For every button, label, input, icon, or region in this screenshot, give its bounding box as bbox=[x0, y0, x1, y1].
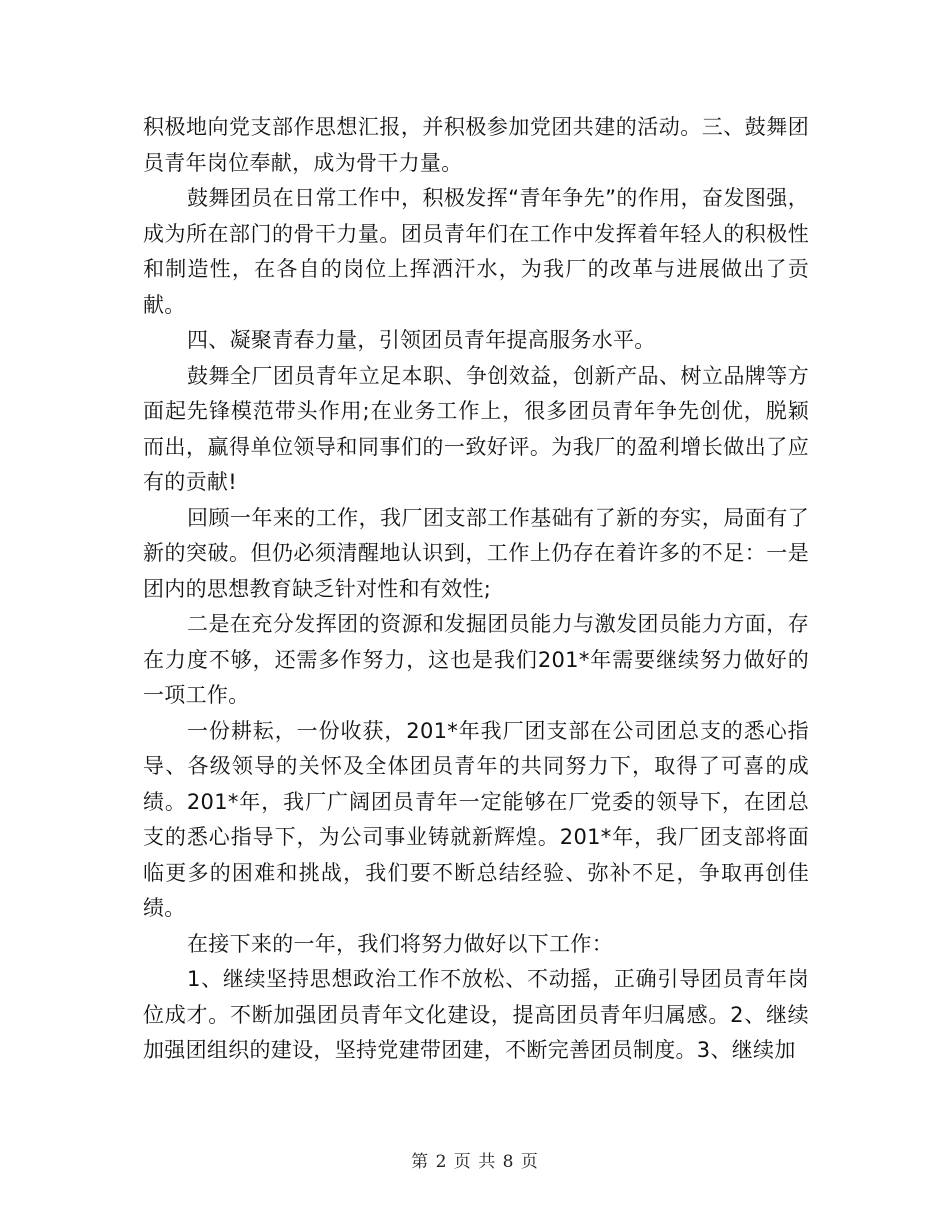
document-body bbox=[143, 110, 809, 1069]
page-number-footer: 第 2 页 共 8 页 bbox=[411, 1152, 539, 1172]
paragraph-2: 鼓舞团员在日常工作中，积极发挥“青年争先”的作用，奋发图强，成为所在部门的骨干力量。团员青年们在工作中发挥着年轻人的积极性和制造性，在各自的岗位上挥洒汗水，为我厂的改革与进展做出了贡献。 bbox=[143, 186, 809, 317]
paragraph-6: 二是在充分发挥团的资源和发掘团员能力与激发团员能力方面，存在力度不够，还需多作努力，这也是我们201*年需要继续努力做好的一项工作。 bbox=[143, 612, 809, 707]
paragraph-7: 一份耕耘，一份收获，201*年我厂团支部在公司团总支的悉心指导、各级领导的关怀及全体团员青年的共同努力下，取得了可喜的成绩。201*年，我厂广阔团员青年一定能够在厂党委的领导下，在团总支的悉心指导下，为公司事业铸就新辉煌。201*年，我厂团支部将面临更多的困难和挑战，我们要不断总结经验、弥补不足，争取再创佳绩。 bbox=[143, 718, 809, 920]
paragraph-3-heading: 四、凝聚青春力量，引领团员青年提高服务水平。 bbox=[187, 328, 656, 352]
paragraph-9: 1、继续坚持思想政治工作不放松、不动摇，正确引导团员青年岗位成才。不断加强团员青年文化建设，提高团员青年归属感。2、继续加强团组织的建设，坚持党建带团建，不断完善团员制度。3、继续加 bbox=[143, 967, 809, 1062]
paragraph-8: 在接下来的一年，我们将努力做好以下工作： bbox=[187, 931, 613, 956]
paragraph-5: 回顾一年来的工作，我厂团支部工作基础有了新的夯实，局面有了新的突破。但仍必须清醒地认识到，工作上仍存在着许多的不足：一是团内的思想教育缺乏针对性和有效性; bbox=[143, 505, 809, 601]
paragraph-1: 积极地向党支部作思想汇报，并积极参加党团共建的活动。三、鼓舞团员青年岗位奉献，成为骨干力量。 bbox=[143, 115, 809, 175]
paragraph-4: 鼓舞全厂团员青年立足本职、争创效益，创新产品、树立品牌等方面起先锋模范带头作用;在业务工作上，很多团员青年争先创优，脱颖而出，赢得单位领导和同事们的一致好评。为我厂的盈利增长做出了应有的贡献! bbox=[143, 363, 809, 494]
